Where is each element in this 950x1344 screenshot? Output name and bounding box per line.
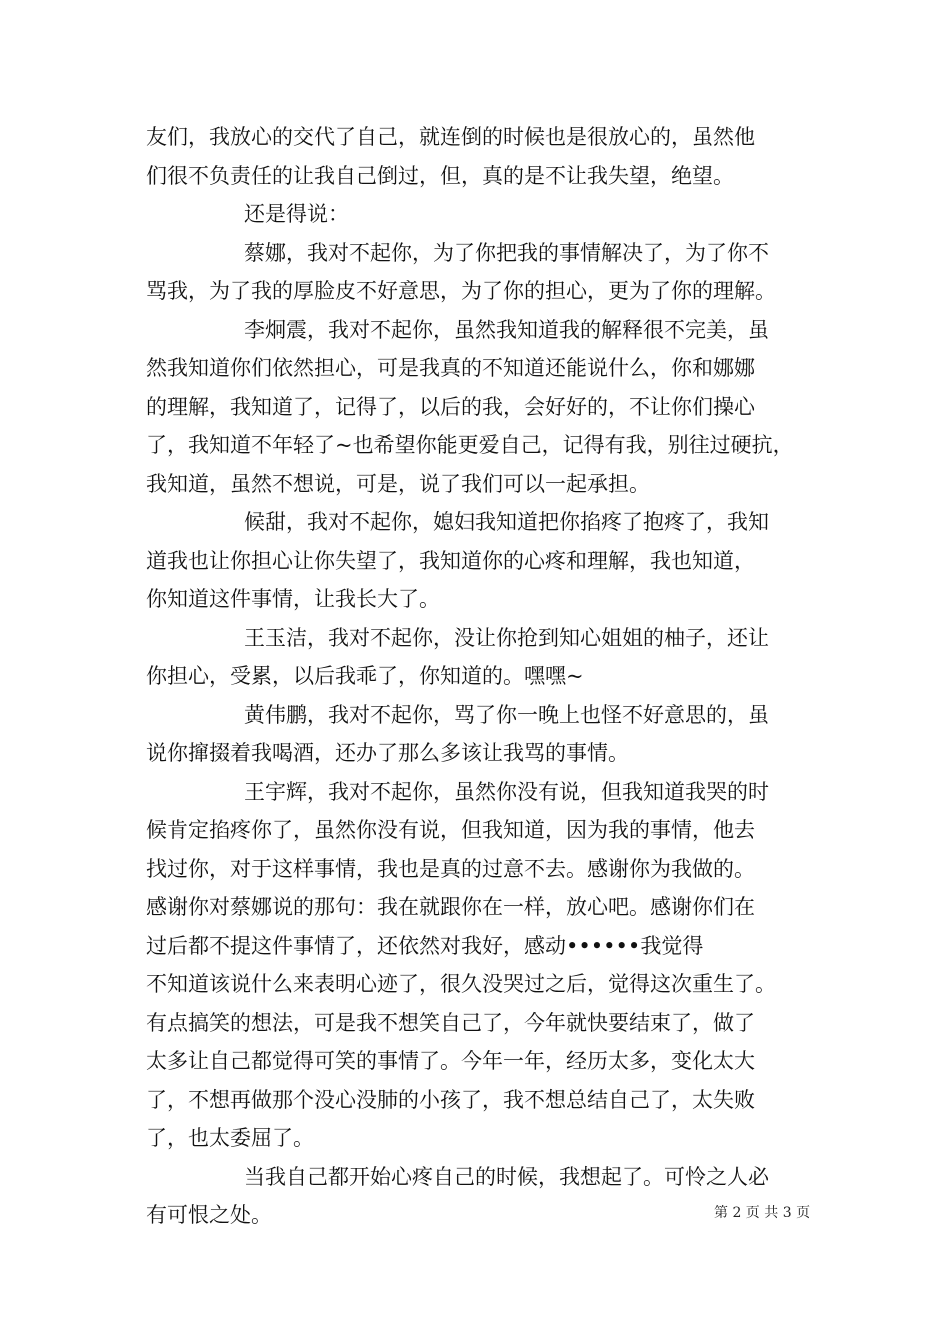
text-line: 王宇辉，我对不起你，虽然你没有说，但我知道我哭的时 [244, 779, 769, 804]
text-line: 有可恨之处。 [146, 1203, 272, 1227]
document-body [146, 118, 822, 1235]
text-line: 黄伟鹏，我对不起你，骂了你一晚上也怪不好意思的，虽 [244, 702, 769, 727]
text-line: 的理解，我知道了，记得了，以后的我，会好好的，不让你们操心 [146, 394, 755, 419]
text-line: 了，不想再做那个没心没肺的小孩了，我不想总结自己了，太失败 [146, 1087, 755, 1112]
text-line: 过后都不提这件事情了，还依然对我好，感动••••••我觉得 [146, 933, 704, 958]
page-number-footer: 第 2 页 共 3 页 [714, 1205, 811, 1221]
text-line: 们很不负责任的让我自己倒过，但，真的是不让我失望，绝望。 [146, 163, 734, 188]
text-line: 不知道该说什么来表明心迹了，很久没哭过之后，觉得这次重生了。 [146, 972, 776, 996]
text-line: 还是得说： [244, 202, 349, 226]
text-line: 友们，我放心的交代了自己，就连倒的时候也是很放心的，虽然他 [146, 125, 755, 149]
text-line: 蔡娜，我对不起你，为了你把我的事情解决了，为了你不 [244, 240, 769, 265]
text-line: 找过你，对于这样事情，我也是真的过意不去。感谢你为我做的。 [146, 856, 755, 881]
text-line: 候甜，我对不起你，媳妇我知道把你掐疼了抱疼了，我知 [244, 510, 769, 534]
text-line: 道我也让你担心让你失望了，我知道你的心疼和理解，我也知道， [146, 548, 755, 573]
text-line: 候肯定掐疼你了，虽然你没有说，但我知道，因为我的事情，他去 [146, 818, 755, 842]
text-line: 骂我，为了我的厚脸皮不好意思，为了你的担心，更为了你的理解。 [146, 279, 776, 303]
text-line: 然我知道你们依然担心，可是我真的不知道还能说什么，你和娜娜 [146, 356, 755, 380]
text-line: 感谢你对蔡娜说的那句：我在就跟你在一样，放心吧。感谢你们在 [146, 895, 755, 919]
text-line: 了，也太委屈了。 [146, 1126, 314, 1150]
text-line: 我知道，虽然不想说，可是，说了我们可以一起承担。 [146, 471, 650, 496]
text-line: 你担心，受累，以后我乖了，你知道的。嘿嘿~ [146, 664, 584, 688]
text-line: 当我自己都开始心疼自己的时候，我想起了。可怜之人必 [244, 1164, 769, 1189]
text-line: 太多让自己都觉得可笑的事情了。今年一年，经历太多，变化太大 [146, 1049, 755, 1073]
text-line: 王玉洁，我对不起你，没让你抢到知心姐姐的柚子，还让 [244, 625, 769, 650]
text-line: 有点搞笑的想法，可是我不想笑自己了，今年就快要结束了，做了 [146, 1010, 755, 1035]
text-line: 李炯震，我对不起你，虽然我知道我的解释很不完美，虽 [244, 317, 769, 342]
text-line: 你知道这件事情，让我长大了。 [146, 587, 440, 611]
text-line: 了，我知道不年轻了~也希望你能更爱自己，记得有我，别往过硬抗， [146, 433, 794, 457]
text-line: 说你撺掇着我喝酒，还办了那么多该让我骂的事情。 [146, 741, 629, 765]
